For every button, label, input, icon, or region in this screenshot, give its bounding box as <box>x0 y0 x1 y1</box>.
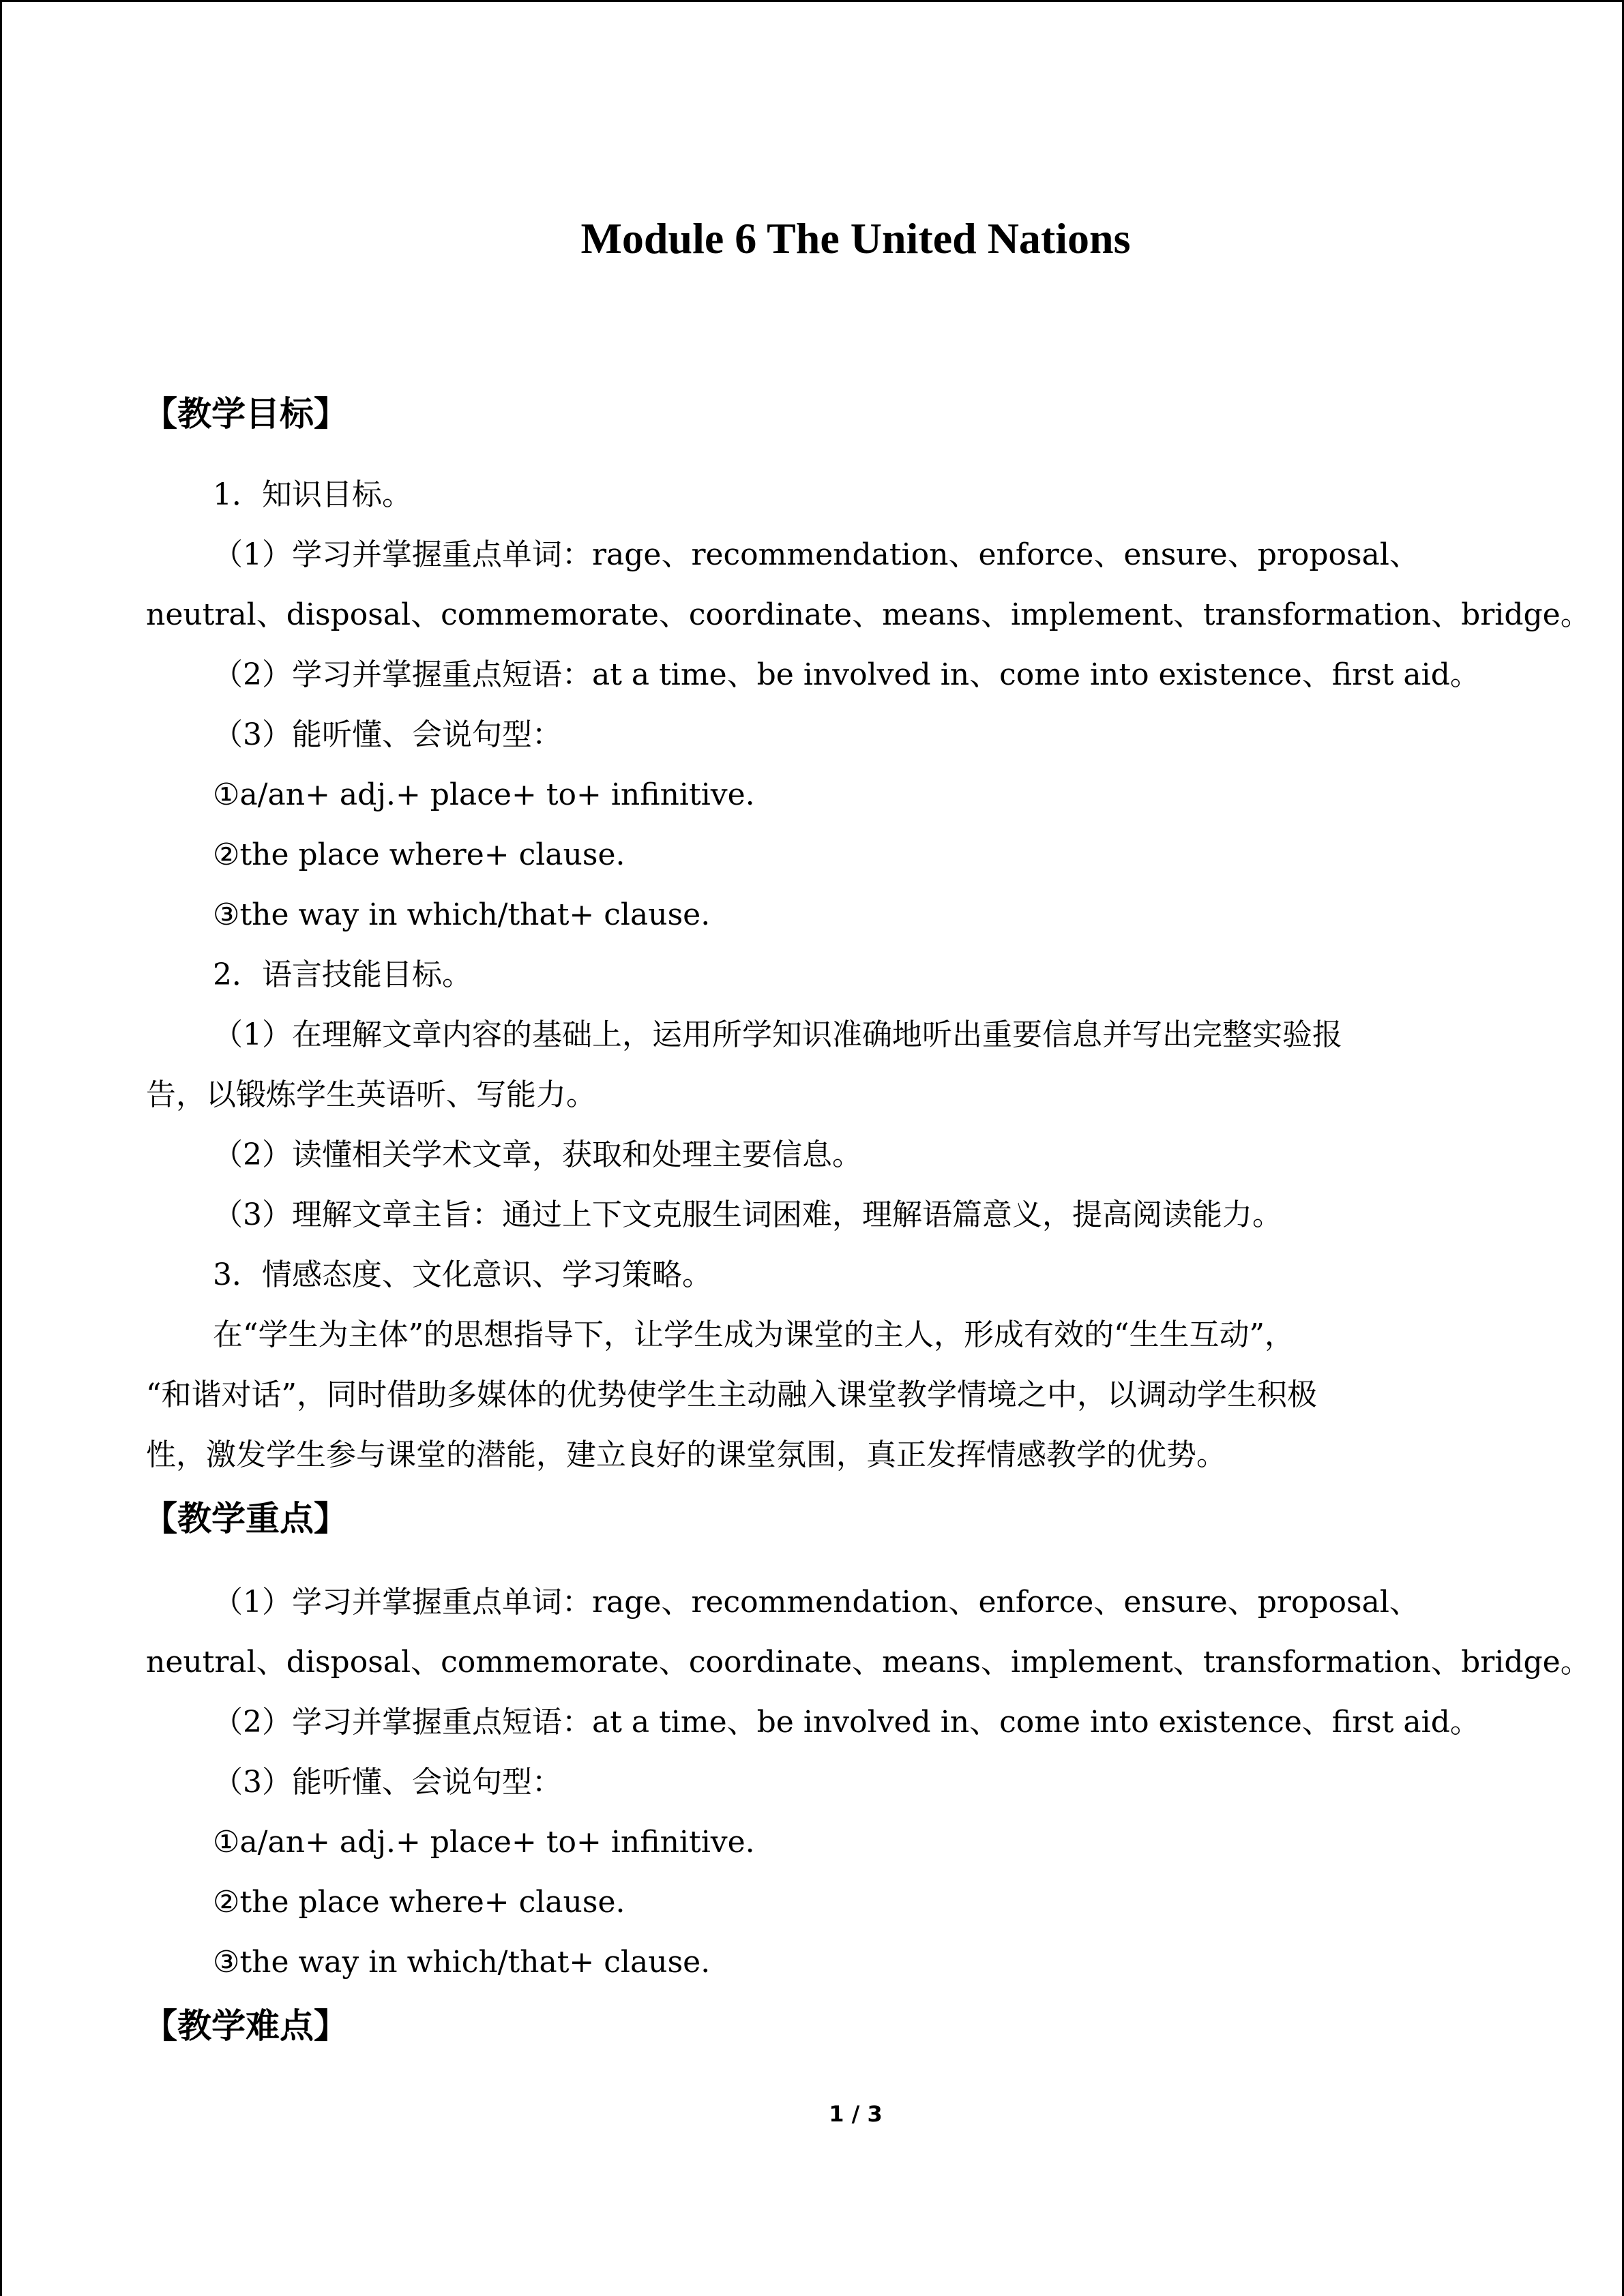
key-points-line: （2）学习并掌握重点短语：at a time、be involved in、come into existence、first aid。 <box>213 1705 1480 1740</box>
key-points-line: ③the way in which/that+ clause. <box>213 1945 711 1980</box>
section-heading-objectives: 【教学目标】 <box>143 394 348 434</box>
key-points-line: neutral、disposal、commemorate、coordinate、means、implement、transformation、bridge。 <box>146 1645 1591 1680</box>
key-points-line: （1）学习并掌握重点单词：rage、recommendation、enforce、ensure、proposal、 <box>213 1585 1419 1620</box>
objectives-line: （3）能听懂、会说句型： <box>213 717 562 752</box>
objectives-line: （1）学习并掌握重点单词：rage、recommendation、enforce、ensure、proposal、 <box>213 537 1419 572</box>
objectives-line: ①a/an+ adj.+ place+ to+ infinitive. <box>213 777 755 812</box>
page-number: 1 / 3 <box>829 2101 883 2127</box>
objectives-line: “和谐对话”，同时借助多媒体的优势使学生主动融入课堂教学情境之中，以调动学生积极 <box>146 1377 1317 1412</box>
key-points-line: （3）能听懂、会说句型： <box>213 1765 562 1800</box>
objectives-line: neutral、disposal、commemorate、coordinate、means、implement、transformation、bridge。 <box>146 597 1591 632</box>
key-points-line: ②the place where+ clause. <box>213 1885 625 1920</box>
section-heading-difficulties: 【教学难点】 <box>143 2006 348 2046</box>
objectives-line: （2）学习并掌握重点短语：at a time、be involved in、come into existence、first aid。 <box>213 657 1480 692</box>
objectives-line: （3）理解文章主旨：通过上下文克服生词困难，理解语篇意义，提高阅读能力。 <box>213 1197 1282 1232</box>
objectives-line: ②the place where+ clause. <box>213 837 625 872</box>
objectives-line: ③the way in which/that+ clause. <box>213 897 711 932</box>
objectives-line: （1）在理解文章内容的基础上，运用所学知识准确地听出重要信息并写出完整实验报 <box>213 1017 1342 1052</box>
objectives-line: （2）读懂相关学术文章，获取和处理主要信息。 <box>213 1137 862 1172</box>
objectives-line: 性，激发学生参与课堂的潜能，建立良好的课堂氛围，真正发挥情感教学的优势。 <box>146 1437 1226 1472</box>
page-left-border <box>0 0 2 2296</box>
objectives-line: 3．情感态度、文化意识、学习策略。 <box>213 1257 712 1292</box>
page-top-border <box>0 0 1624 2</box>
objectives-line: 在“学生为主体”的思想指导下，让学生成为课堂的主人，形成有效的“生生互动”， <box>213 1317 1295 1352</box>
objectives-line: 2．语言技能目标。 <box>213 957 472 992</box>
document-title: Module 6 The United Nations <box>580 214 1131 263</box>
objectives-line: 告，以锻炼学生英语听、写能力。 <box>146 1077 596 1112</box>
section-heading-key-points: 【教学重点】 <box>143 1499 348 1538</box>
objectives-line: 1．知识目标。 <box>213 477 412 512</box>
key-points-line: ①a/an+ adj.+ place+ to+ infinitive. <box>213 1825 755 1860</box>
